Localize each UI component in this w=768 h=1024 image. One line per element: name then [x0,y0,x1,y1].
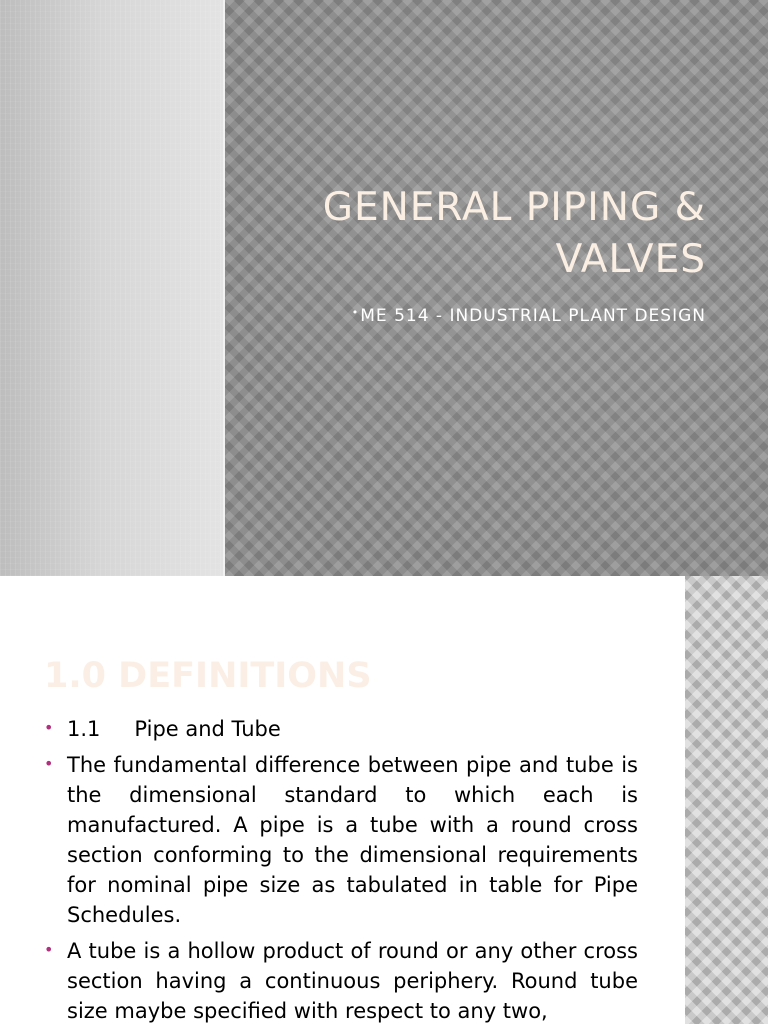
list-item [44,936,638,1024]
bullet-list [44,714,638,1024]
right-pattern-strip [685,576,768,1024]
bullet-icon: • [44,718,54,737]
item-text: Pipe and Tube [134,717,281,741]
right-pattern-panel [225,0,768,576]
slide-subtitle [266,301,706,328]
definitions-slide [0,576,768,1024]
slide-title: GENERAL PIPING & VALVES [322,185,706,282]
item-text: The fundamental difference between pipe and tube is the dimensional standard to which each is manufactured. A pipe is a tube with a round cross section conforming to the dimensional requirements for nominal pipe size as tabulated in table for Pipe Schedules. [67,753,638,927]
section-heading: 1.0 DEFINITIONS [44,656,372,696]
item-text: A tube is a hollow product of round or any other cross section having a continuous periphery. Round tube size maybe specified with respect to any two, [67,939,638,1023]
bullet-icon: • [44,940,54,959]
list-item [44,750,638,930]
left-gradient-panel [0,0,223,576]
item-number: 1.1 [67,717,101,741]
bullet-dot-icon: • [351,306,360,319]
bullet-icon: • [44,754,54,773]
list-item [44,714,638,744]
subtitle-text: ME 514 - INDUSTRIAL PLANT DESIGN [360,306,706,326]
